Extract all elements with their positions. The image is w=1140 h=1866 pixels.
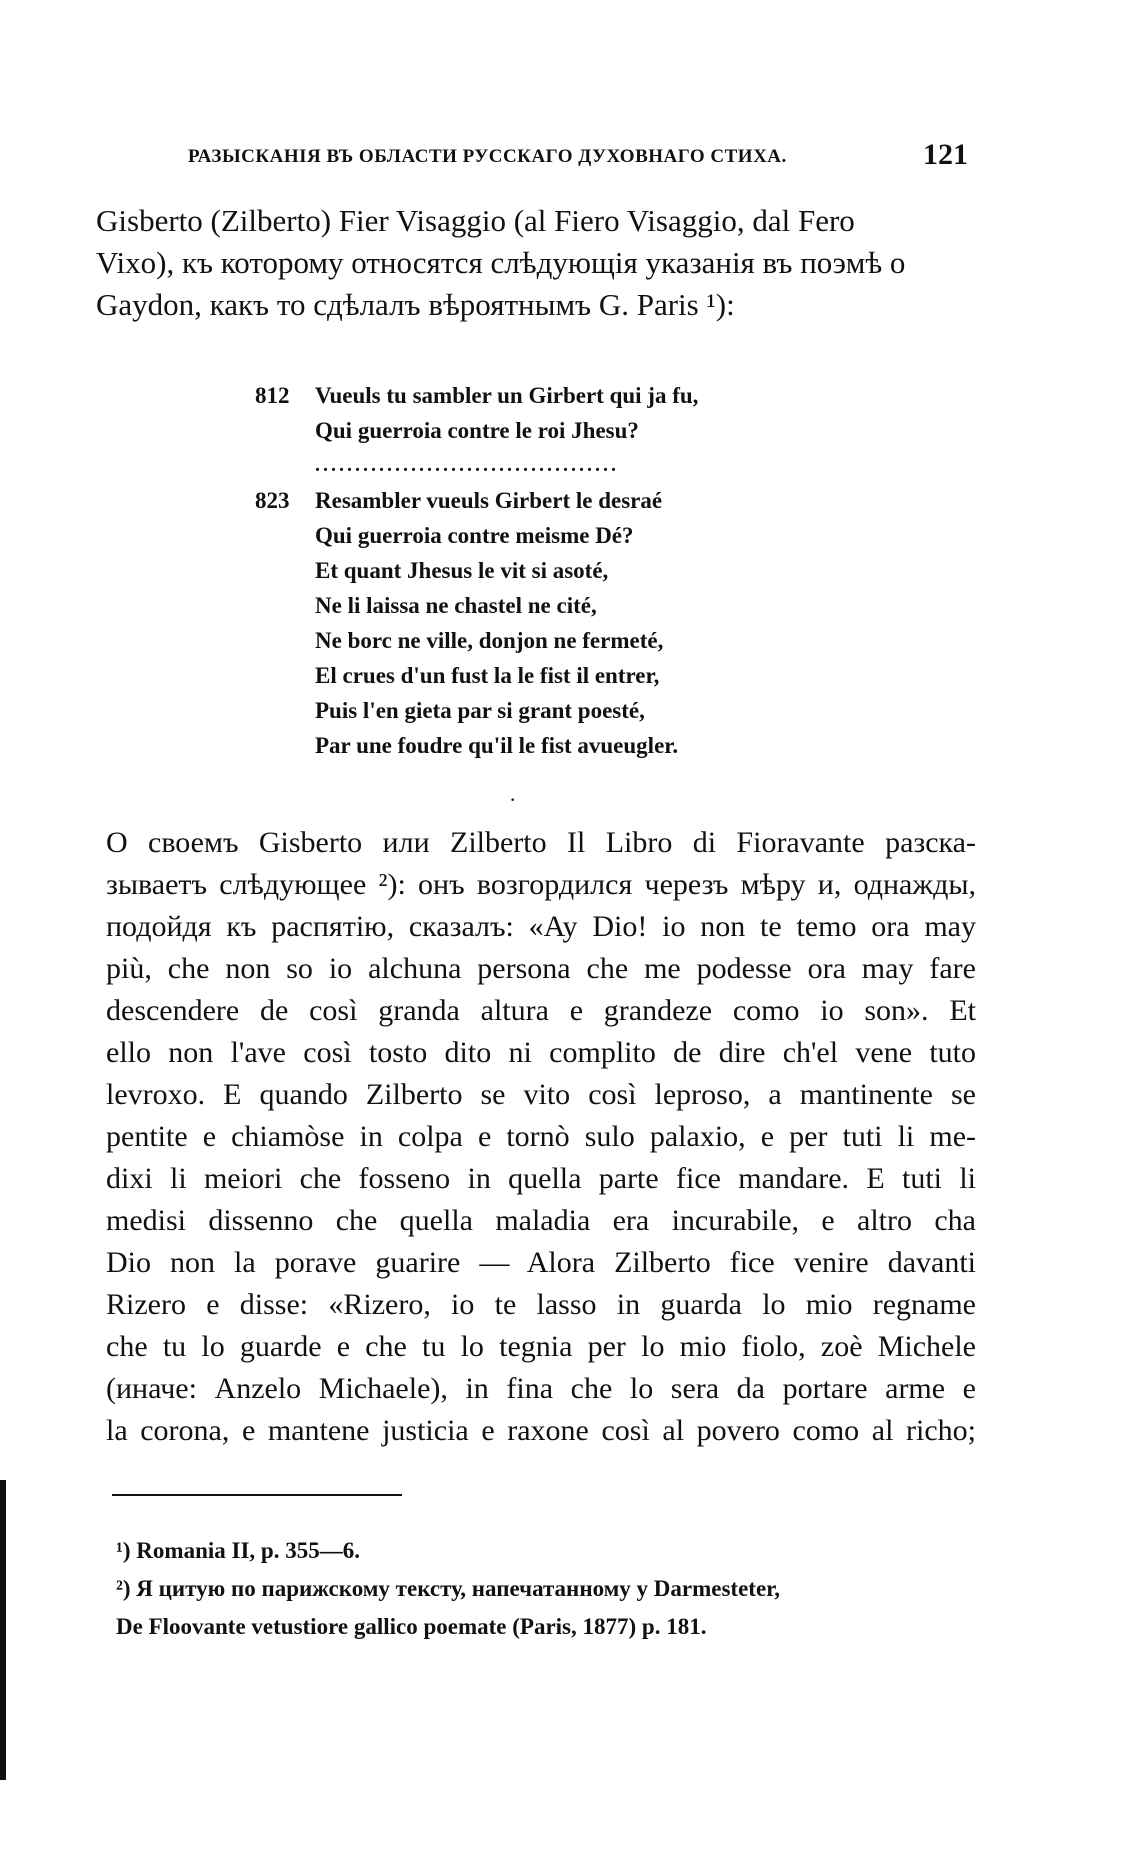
text-line: подойдя къ распятію, сказалъ: «Ay Dio! io non te temo ora may [106,910,976,943]
verse-line [255,378,875,413]
main-paragraph [106,822,976,1452]
verse-text: Par une foudre qu'il le fist avueugler. [315,733,679,758]
verse-ellipsis [255,448,875,483]
verse-line [255,553,875,588]
page-header [188,138,968,178]
text-line: più, che non so io alchuna persona che me podesse ora may fare [106,952,976,985]
line-number: 812 [255,383,290,408]
footnote-2: ²) Я цитую по парижскому тексту, напечатанному у Darmesteter, [116,1576,781,1601]
verse-text: Resambler vueuls Girbert le desraé [315,488,663,513]
verse-text: Ne borc ne ville, donjon ne fermeté, [315,628,664,653]
verse-text: Et quant Jhesus le vit si asoté, [315,558,609,583]
footnote-1: ¹) Romania II, p. 355—6. [116,1538,360,1563]
text-line: la corona, e mantene justicia e raxone così al povero como al richo; [106,1414,976,1447]
intro-paragraph [96,200,966,326]
text-line: levroxo. E quando Zilberto se vito così leproso, a mantinente se [106,1078,976,1111]
text-line: medisi dissenno che quella maladia era incurabile, e altro cha [106,1204,976,1237]
footnote-divider [112,1494,402,1496]
text-line: зываетъ слѣдующее ²): онъ возгордился черезъ мѣру и, однажды, [106,868,976,901]
verse-line [255,483,875,518]
verse-text: El crues d'un fust la le fist il entrer, [315,663,660,688]
ellipsis-dots: ...................................... [315,454,619,476]
verse-line [255,728,875,763]
text-line: dixi li meiori che fosseno in quella parte fice mandare. E tuti li [106,1162,976,1195]
text-line: Gaydon, какъ то сдѣлалъ вѣроятнымъ G. Paris ¹): [96,287,735,322]
text-line: Gisberto (Zilberto) Fier Visaggio (al Fiero Visaggio, dal Fero [96,203,855,238]
verse-quotation [255,378,875,763]
verse-text: Qui guerroia contre le roi Jhesu? [315,418,639,443]
text-line: descendere de così granda altura e grandeze como io son». Et [106,994,976,1027]
verse-text: Ne li laissa ne chastel ne cité, [315,593,597,618]
text-line: ello non l'ave così tosto dito ni complito de dire ch'el vene tuto [106,1036,976,1069]
verse-line [255,693,875,728]
line-number: 823 [255,488,290,513]
footnote-2-continuation: De Floovante vetustiore gallico poemate (Paris, 1877) p. 181. [116,1614,707,1639]
print-mark: · [510,792,516,809]
text-line: Vixo), къ которому относятся слѣдующія указанія въ поэмѣ о [96,245,906,280]
page-number: 121 [923,138,968,171]
verse-line [255,518,875,553]
text-line: Rizero e disse: «Rizero, io te lasso in guarda lo mio regname [106,1288,976,1321]
running-head: РАЗЫСКАНІЯ ВЪ ОБЛАСТИ РУССКАГО ДУХОВНАГО СТИХА. [188,146,787,167]
footnotes [116,1532,986,1646]
verse-text: Qui guerroia contre meisme Dé? [315,523,634,548]
verse-text: Puis l'en gieta par si grant poesté, [315,698,645,723]
text-line: che tu lo guarde e che tu lo tegnia per lo mio fiolo, zoè Michele [106,1330,976,1363]
text-line: (иначе: Anzelo Michaele), in fina che lo sera da portare arme e [106,1372,976,1405]
text-line: О своемъ Gisberto или Zilberto Il Libro di Fioravante разска- [106,826,976,859]
verse-text: Vueuls tu sambler un Girbert qui ja fu, [315,383,699,408]
verse-line [255,623,875,658]
text-line: Dio non la porave guarire — Alora Zilberto fice venire davanti [106,1246,976,1279]
verse-line [255,658,875,693]
text-line: pentite e chiamòse in colpa e tornò sulo palaxio, e per tuti li me- [106,1120,976,1153]
scan-edge-shadow [0,1480,6,1780]
verse-line [255,588,875,623]
verse-line [255,413,875,448]
